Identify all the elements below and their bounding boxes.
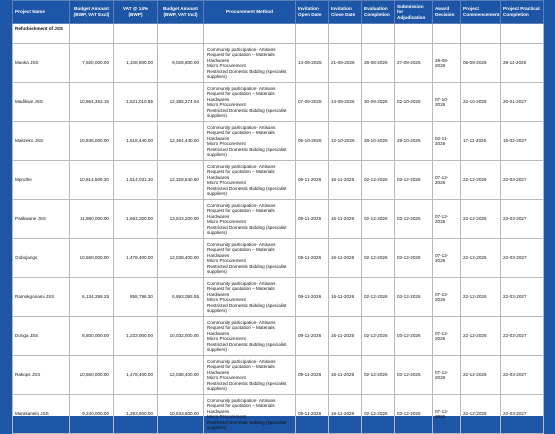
cell-completion-date: 22-03-2027 (501, 278, 544, 317)
table-row (13, 122, 544, 161)
cell-evaluation-date: 30-09-2026 (362, 83, 395, 122)
table-row (13, 83, 544, 122)
cell-invitation-open-date: 09-11-2026 (296, 161, 329, 200)
method-line: suppliers) (207, 269, 227, 274)
method-line: Request for quotation – Materials (207, 169, 275, 174)
cell-invitation-open-date: 07-09-2026 (296, 83, 329, 122)
method-line: Community participation- Artisans (207, 397, 276, 403)
cell-invitation-open-date: 09-11-2026 (296, 317, 329, 356)
cell-budget-incl: 12,328,540.60 (158, 161, 204, 200)
method-line: Request for quotation – Materials (207, 325, 275, 330)
cell-award-date: 07-12-2026 (433, 239, 461, 278)
cell-completion-date: 28-11-2026 (501, 44, 544, 83)
cell-budget-excl: 8,800,000.00 (70, 317, 114, 356)
cell-procurement-method (204, 200, 296, 239)
method-line: Hardwares (207, 330, 230, 336)
cell-completion-date: 15-02-2027 (501, 122, 544, 161)
cell-budget-incl: 9,028,800.00 (158, 44, 204, 83)
cell-invitation-close-date: 16-11-2026 (329, 200, 362, 239)
cell-evaluation-date: 02-12-2026 (362, 278, 395, 317)
method-line: suppliers) (207, 425, 227, 430)
cell-vat-amount: 1,663,200.00 (114, 200, 158, 239)
cell-project-name: Mpruthe (13, 161, 70, 200)
cell-project-name: Gobojango (13, 239, 70, 278)
col-header-vat: VAT @ 14% (BWP) (114, 1, 158, 24)
procurement-plan-table (12, 0, 544, 434)
table-header-row (13, 1, 544, 24)
cell-evaluation-date: 02-12-2026 (362, 356, 395, 395)
cell-vat-amount: 1,518,440.00 (114, 122, 158, 161)
method-line: Restricted Domestic Bidding (specialist (207, 380, 287, 386)
method-line: Community participation- Artisans (207, 46, 276, 52)
cell-adjudication-date: 03-12-2026 (395, 395, 433, 434)
cell-award-date: 07-12-2026 (433, 317, 461, 356)
cell-procurement-method (204, 161, 296, 200)
cell-invitation-close-date: 14-09-2026 (329, 83, 362, 122)
method-line: Request for quotation – Materials (207, 364, 275, 369)
method-line: Restricted Domestic Bidding (specialist (207, 107, 287, 113)
cell-commencement-date: 22-12-2026 (461, 395, 501, 434)
method-line: Request for quotation – Materials (207, 91, 275, 96)
cell-evaluation-date: 26-08-2026 (362, 44, 395, 83)
method-line: Request for quotation – Materials (207, 208, 275, 213)
cell-adjudication-date: 03-12-2026 (395, 278, 433, 317)
method-line: Community participation- Artisans (207, 124, 276, 130)
cell-invitation-close-date: 16-11-2026 (329, 356, 362, 395)
cell-project-name: Marakanelo JSS (13, 395, 70, 434)
table-row (13, 395, 544, 434)
method-line: suppliers) (207, 113, 227, 118)
method-line: Restricted Domestic Bidding (specialist (207, 263, 287, 269)
cell-invitation-close-date: 12-10-2026 (329, 122, 362, 161)
cell-evaluation-date: 02-12-2026 (362, 200, 395, 239)
cell-vat-amount: 1,108,800.00 (114, 44, 158, 83)
cell-procurement-method (204, 395, 296, 434)
cell-procurement-method (204, 239, 296, 278)
table-row (13, 200, 544, 239)
cell-award-date: 29-08-2026 (433, 44, 461, 83)
cell-invitation-close-date: 16-11-2026 (329, 317, 362, 356)
method-line: Community participation- Artisans (207, 202, 276, 208)
method-line: Request for quotation – Materials (207, 52, 275, 57)
cell-invitation-close-date: 21-08-2026 (329, 44, 362, 83)
method-line: suppliers) (207, 74, 227, 79)
cell-commencement-date: 22-10-2026 (461, 83, 501, 122)
cell-budget-incl: 10,032,000.00 (158, 317, 204, 356)
cell-procurement-method (204, 356, 296, 395)
cell-budget-excl: 10,560,000.00 (70, 239, 114, 278)
cell-budget-excl: 10,864,363.19 (70, 83, 114, 122)
method-line: Community participation- Artisans (207, 241, 276, 247)
cell-vat-amount: 1,514,031.30 (114, 161, 158, 200)
cell-budget-incl: 6,993,055.55 (158, 278, 204, 317)
cell-project-name: Rakops JSS (13, 356, 70, 395)
cell-budget-excl: 9,240,000.00 (70, 395, 114, 434)
cell-award-date: 07-12-2026 (433, 278, 461, 317)
cell-adjudication-date: 29-10-2026 (395, 122, 433, 161)
cell-evaluation-date: 02-12-2026 (362, 395, 395, 434)
cell-project-name: Maoka JSS (13, 44, 70, 83)
table-row (13, 278, 544, 317)
cell-budget-excl: 10,846,000.00 (70, 122, 114, 161)
method-line: Restricted Domestic Bidding (specialist (207, 341, 287, 347)
col-header-project-name: Project Name (13, 1, 70, 24)
method-line: suppliers) (207, 386, 227, 391)
method-line: Micro Procurement (207, 297, 246, 302)
cell-project-name: Patikwane JSS (13, 200, 70, 239)
method-line: Request for quotation – Materials (207, 247, 275, 252)
method-line: Community participation- Artisans (207, 163, 276, 169)
method-line: Hardwares (207, 135, 230, 141)
cell-commencement-date: 22-12-2026 (461, 317, 501, 356)
cell-completion-date: 22-03-2027 (501, 356, 544, 395)
section-row (13, 24, 544, 44)
method-line: Community participation- Artisans (207, 358, 276, 364)
cell-adjudication-date: 03-12-2026 (395, 161, 433, 200)
cell-budget-incl: 13,543,200.00 (158, 200, 204, 239)
document-page (12, 0, 543, 430)
method-line: Request for quotation – Materials (207, 130, 275, 135)
col-header-completion: Project Practical Completion (501, 1, 544, 24)
method-line: Request for quotation – Materials (207, 286, 275, 291)
method-line: Micro Procurement (207, 63, 246, 68)
cell-procurement-method (204, 44, 296, 83)
method-line: Restricted Domestic Bidding (specialist (207, 185, 287, 191)
method-line: suppliers) (207, 308, 227, 313)
cell-invitation-open-date: 14-08-2026 (296, 44, 329, 83)
method-line: Restricted Domestic Bidding (specialist (207, 146, 287, 152)
cell-invitation-open-date: 09-11-2026 (296, 200, 329, 239)
cell-procurement-method (204, 278, 296, 317)
cell-procurement-method (204, 83, 296, 122)
cell-commencement-date: 22-12-2026 (461, 161, 501, 200)
cell-commencement-date: 22-12-2026 (461, 200, 501, 239)
table-row (13, 356, 544, 395)
cell-project-name: Maitzeko JSS (13, 122, 70, 161)
method-line: suppliers) (207, 347, 227, 352)
col-header-invitation-open: Invitation Open Date (296, 1, 329, 24)
cell-budget-incl: 12,038,400.00 (158, 356, 204, 395)
cell-evaluation-date: 02-12-2026 (362, 317, 395, 356)
cell-adjudication-date: 03-12-2026 (395, 200, 433, 239)
cell-budget-incl: 12,364,440.00 (158, 122, 204, 161)
method-line: Restricted Domestic Bidding (specialist (207, 419, 287, 425)
method-line: Micro Procurement (207, 258, 246, 263)
method-line: Community participation- Artisans (207, 85, 276, 91)
method-line: Hardwares (207, 291, 230, 297)
col-header-invitation-close: Invitation Close Date (329, 1, 362, 24)
cell-commencement-date: 22-12-2026 (461, 278, 501, 317)
method-line: Micro Procurement (207, 219, 246, 224)
cell-completion-date: 22-03-2027 (501, 200, 544, 239)
section-title: Refurbishment of JSS (13, 24, 70, 44)
method-line: Micro Procurement (207, 414, 246, 419)
cell-budget-incl: 10,533,600.00 (158, 395, 204, 434)
table-row (13, 317, 544, 356)
cell-invitation-open-date: 05-10-2026 (296, 122, 329, 161)
method-line: Hardwares (207, 57, 230, 63)
cell-vat-amount: 1,478,400.00 (114, 356, 158, 395)
cell-evaluation-date: 28-10-2026 (362, 122, 395, 161)
cell-budget-incl: 12,385,374.04 (158, 83, 204, 122)
col-header-procurement-method: Procurement Method (204, 1, 296, 24)
cell-project-name: Ramokgonami JSS (13, 278, 70, 317)
cell-invitation-close-date: 16-11-2026 (329, 161, 362, 200)
method-line: Micro Procurement (207, 141, 246, 146)
method-line: Micro Procurement (207, 336, 246, 341)
method-line: Hardwares (207, 213, 230, 219)
cell-adjudication-date: 03-12-2026 (395, 239, 433, 278)
cell-budget-excl: 10,560,000.00 (70, 356, 114, 395)
cell-invitation-close-date: 16-11-2026 (329, 239, 362, 278)
table-row (13, 44, 544, 83)
cell-adjudication-date: 03-12-2026 (395, 317, 433, 356)
cell-award-date: 07-12-2026 (433, 200, 461, 239)
method-line: Community participation- Artisans (207, 280, 276, 286)
cell-invitation-open-date: 09-11-2026 (296, 239, 329, 278)
cell-completion-date: 22-03-2027 (501, 317, 544, 356)
cell-completion-date: 20-01-2027 (501, 83, 544, 122)
method-line: Hardwares (207, 369, 230, 375)
cell-adjudication-date: 27-08-2026 (395, 44, 433, 83)
cell-invitation-open-date: 09-11-2026 (296, 356, 329, 395)
col-header-award: Award Decision (433, 1, 461, 24)
cell-evaluation-date: 02-12-2026 (362, 239, 395, 278)
cell-adjudication-date: 02-10-2026 (395, 83, 433, 122)
cell-award-date: 07-10-2026 (433, 83, 461, 122)
cell-procurement-method (204, 317, 296, 356)
method-line: suppliers) (207, 191, 227, 196)
cell-project-name: Madikwe JSS (13, 83, 70, 122)
method-line: Restricted Domestic Bidding (specialist (207, 302, 287, 308)
cell-budget-excl: 11,880,000.00 (70, 200, 114, 239)
cell-invitation-close-date: 16-11-2026 (329, 395, 362, 434)
cell-completion-date: 22-03-2027 (501, 239, 544, 278)
table-row (13, 161, 544, 200)
method-line: Restricted Domestic Bidding (specialist (207, 68, 287, 74)
cell-commencement-date: 17-11-2026 (461, 122, 501, 161)
cell-completion-date: 22-03-2027 (501, 395, 544, 434)
method-line: Micro Procurement (207, 375, 246, 380)
method-line: Restricted Domestic Bidding (specialist (207, 224, 287, 230)
method-line: Micro Procurement (207, 102, 246, 107)
cell-procurement-method (204, 122, 296, 161)
cell-budget-excl: 6,134,259.25 (70, 278, 114, 317)
cell-vat-amount: 1,232,000.00 (114, 317, 158, 356)
cell-vat-amount: 1,521,010.85 (114, 83, 158, 122)
cell-invitation-open-date: 09-11-2026 (296, 395, 329, 434)
method-line: Hardwares (207, 252, 230, 258)
method-line: Community participation- Artisans (207, 319, 276, 325)
method-line: Hardwares (207, 174, 230, 180)
col-header-adjudication: Submission for Adjudication (395, 1, 433, 24)
method-line: Hardwares (207, 408, 230, 414)
method-line: Micro Procurement (207, 180, 246, 185)
col-header-budget-incl: Budget Amount (BWP, VAT Incl) (158, 1, 204, 24)
cell-evaluation-date: 02-12-2026 (362, 161, 395, 200)
method-line: suppliers) (207, 152, 227, 157)
cell-project-name: Donga JSS (13, 317, 70, 356)
cell-budget-excl: 7,920,000.00 (70, 44, 114, 83)
col-header-budget-excl: Budget Amount (BWP, VAT Excl) (70, 1, 114, 24)
cell-vat-amount: 858,796.30 (114, 278, 158, 317)
cell-commencement-date: 22-12-2026 (461, 356, 501, 395)
cell-completion-date: 22-03-2027 (501, 161, 544, 200)
cell-award-date: 07-12-2026 (433, 161, 461, 200)
cell-commencement-date: 22-12-2026 (461, 239, 501, 278)
method-line: Hardwares (207, 96, 230, 102)
cell-award-date: 07-12-2026 (433, 395, 461, 434)
cell-vat-amount: 1,478,400.00 (114, 239, 158, 278)
cell-adjudication-date: 03-12-2026 (395, 356, 433, 395)
method-line: suppliers) (207, 230, 227, 235)
cell-commencement-date: 05-09-2026 (461, 44, 501, 83)
cell-budget-incl: 12,038,400.00 (158, 239, 204, 278)
cell-award-date: 02-11-2026 (433, 122, 461, 161)
col-header-evaluation: Evaluation Completion (362, 1, 395, 24)
col-header-commencement: Project Commencement (461, 1, 501, 24)
table-row (13, 239, 544, 278)
cell-vat-amount: 1,293,600.00 (114, 395, 158, 434)
cell-invitation-close-date: 16-11-2026 (329, 278, 362, 317)
cell-budget-excl: 10,814,509.30 (70, 161, 114, 200)
cell-invitation-open-date: 09-11-2026 (296, 278, 329, 317)
cell-award-date: 07-12-2026 (433, 356, 461, 395)
method-line: Request for quotation – Materials (207, 403, 275, 408)
